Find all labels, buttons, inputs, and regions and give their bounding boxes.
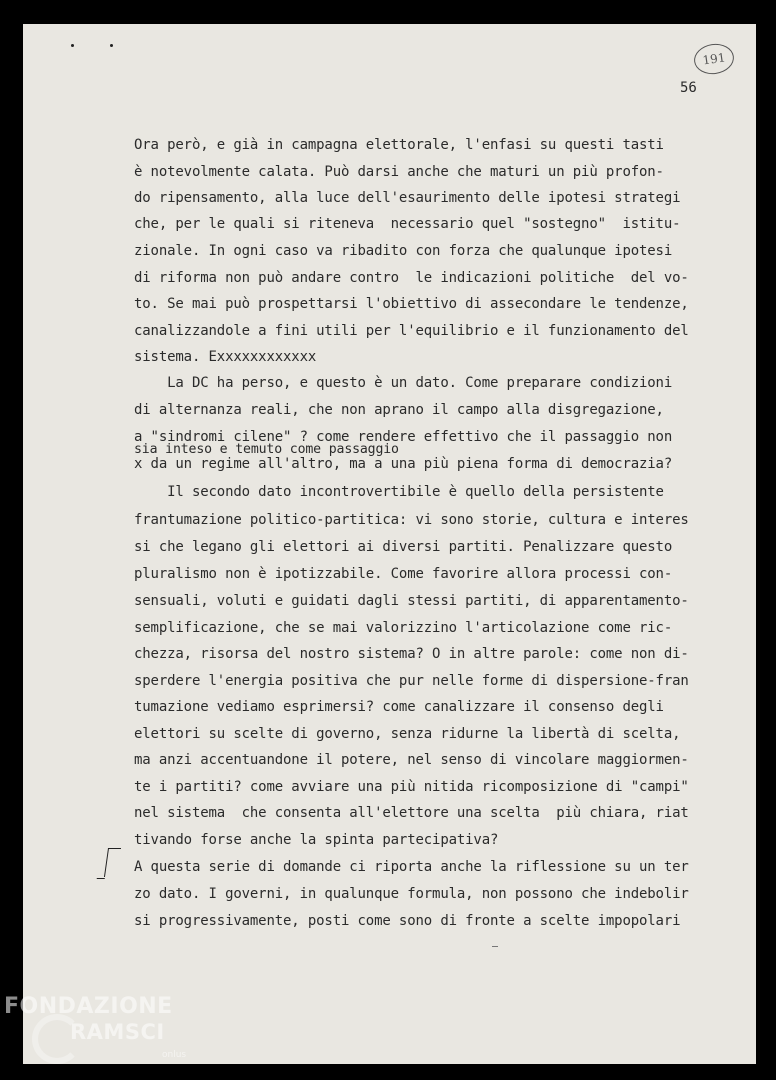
text-line: do ripensamento, alla luce dell'esaurimento delle ipotesi strategi <box>134 190 681 206</box>
text-line: di riforma non può andare contro le indicazioni politiche del vo- <box>134 270 689 286</box>
text-line: a "sindromi cilene" ? come rendere effettivo che il passaggio non <box>134 429 673 445</box>
text-line: te i partiti? come avviare una più nitida ricomposizione di "campi" <box>134 779 689 795</box>
text-line: zionale. In ogni caso va ribadito con forza che qualunque ipotesi <box>134 243 673 259</box>
text-line-insertion: sia inteso e temuto come passaggio <box>134 442 399 457</box>
text-line: A questa serie di domande ci riporta anche la riflessione su un ter <box>134 859 689 875</box>
text-line: di alternanza reali, che non aprano il campo alla disgregazione, <box>134 402 664 418</box>
text-line: semplificazione, che se mai valorizzino l'articolazione come ric- <box>134 620 673 636</box>
text-line: zo dato. I governi, in qualunque formula, non possono che indebolir <box>134 886 689 902</box>
text-line: Ora però, e già in campagna elettorale, l'enfasi su questi tasti <box>134 137 664 153</box>
text-line: si progressivamente, posti come sono di fronte a scelte impopolari <box>134 913 681 929</box>
text-line: tivando forse anche la spinta partecipativa? <box>134 832 499 848</box>
page-tick-mark <box>492 946 498 947</box>
text-line: frantumazione politico-partitica: vi sono storie, cultura e interes <box>134 512 689 528</box>
text-line: sistema. Exxxxxxxxxxxx <box>134 349 317 365</box>
watermark-line-2: RAMSCI <box>70 1020 165 1044</box>
watermark-logo <box>4 994 187 1060</box>
text-line: sperdere l'energia positiva che pur nelle forme di dispersione-fran <box>134 673 689 689</box>
text-line: to. Se mai può prospettarsi l'obiettivo di assecondare le tendenze, <box>134 296 689 312</box>
watermark-line-3: onlus <box>162 1050 187 1060</box>
text-line: chezza, risorsa del nostro sistema? O in altre parole: come non di- <box>134 646 689 662</box>
text-line: Il secondo dato incontrovertibile è quello della persistente <box>134 484 664 500</box>
text-line: x da un regime all'altro, ma a una più piena forma di democrazia? <box>134 456 673 472</box>
page-number: 56 <box>680 80 697 96</box>
punch-mark <box>110 44 113 47</box>
text-line: tumazione vediamo esprimersi? come canalizzare il consenso degli <box>134 699 664 715</box>
punch-mark <box>71 44 74 47</box>
text-line: nel sistema che consenta all'elettore una scelta più chiara, riat <box>134 805 689 821</box>
text-line: pluralismo non è ipotizzabile. Come favorire allora processi con- <box>134 566 673 582</box>
text-line: è notevolmente calata. Può darsi anche che maturi un più profon- <box>134 164 664 180</box>
text-line: che, per le quali si riteneva necessario quel "sostegno" istitu- <box>134 216 681 232</box>
text-line: ma anzi accentuandone il potere, nel senso di vincolare maggiormen- <box>134 752 689 768</box>
text-line: si che legano gli elettori ai diversi partiti. Penalizzare questo <box>134 539 673 555</box>
text-line: sensuali, voluti e guidati dagli stessi partiti, di apparentamento- <box>134 593 689 609</box>
text-line: La DC ha perso, e questo è un dato. Come preparare condizioni <box>134 375 673 391</box>
text-line: elettori su scelte di governo, senza ridurne la libertà di scelta, <box>134 726 681 742</box>
text-line: canalizzandole a fini utili per l'equilibrio e il funzionamento del <box>134 323 689 339</box>
watermark-line-1: FONDAZIONE <box>4 994 173 1019</box>
archive-number: 191 <box>692 41 736 76</box>
